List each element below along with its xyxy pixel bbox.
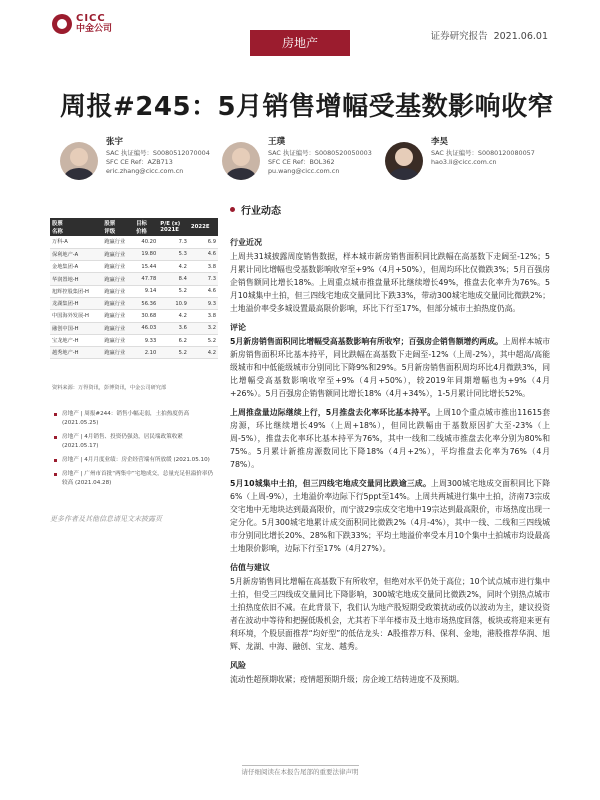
table-row — [50, 273, 218, 285]
table-row — [50, 322, 218, 334]
col-header: P/E (x) 2021E — [158, 218, 189, 236]
related-report-item[interactable]: 房地产 | 广州市首批“两集中”宅地成交，总量充足但溢价率仍较高 (2021.04.28) — [52, 470, 218, 488]
table-cell: 7.3 — [158, 236, 189, 248]
sector-badge: 房地产 — [250, 30, 350, 56]
table-cell: 9.14 — [134, 285, 158, 297]
table-cell: 7.3 — [189, 273, 218, 285]
table-row — [50, 285, 218, 297]
table-cell: 保利地产-A — [50, 248, 102, 260]
paragraph — [230, 477, 550, 555]
analyst-sfc: SFC CE Ref：BOL362 — [268, 158, 335, 166]
table-cell: 56.36 — [134, 297, 158, 309]
page-title: 周报#245：5月销售增幅受基数影响收窄 — [60, 92, 555, 122]
analyst-email[interactable]: pu.wang@cicc.com.cn — [268, 167, 340, 175]
col-header: 目标 价格 — [134, 218, 158, 236]
table-cell: 6.2 — [158, 334, 189, 346]
analyst-email[interactable]: eric.zhang@cicc.com.cn — [106, 167, 184, 175]
table-cell: 跑赢行业 — [102, 322, 134, 334]
related-report-item[interactable]: 房地产 | 4月销售、投资仍强劲，居民端政策收紧 (2021.05.17) — [52, 433, 218, 451]
table-cell: 跑赢行业 — [102, 310, 134, 322]
section-subtitle: 风险 — [230, 661, 246, 670]
table-cell: 融创中国-H — [50, 322, 102, 334]
legal-footer — [0, 767, 600, 776]
table-cell: 46.03 — [134, 322, 158, 334]
paragraph-text: 上周样本城市新房销售面积环比基本持平，同比跌幅在高基数下走阔至-12%（上周-2%），其中超高/高能级城市和中低能级城市分别同比下降9%和29%。5月新房销售面积周均环比4月微跌3%，同比增幅受高基数影响收窄至+9%（4月+50%），较2019年同期增幅也为+9%（4月+26%）。5月百强房企销售额同比增长18%（4月+34%），1-5月累计同比增长52%。 — [230, 337, 551, 398]
table-cell: 15.44 — [134, 261, 158, 273]
table-row — [50, 347, 218, 359]
paragraph — [230, 673, 550, 686]
report-type-label: 证券研究报告 — [430, 31, 488, 42]
paragraph-text: 上周10个重点城市推出11615套房源，环比继续增长49%（上周+18%），但同比跌幅由于基数原因扩大至-23%（上周-5%），推盘去化率环比基本持平为76%，其中一线和二线城市推盘去化率分别为80%和75%。5月累计新推房源数同比下降18%（4月+2%），平均推盘去化率为76%（4月78%）。 — [230, 408, 550, 469]
paragraph-lead: 5月新房销售面积同比增幅受高基数影响有所收窄；百强房企销售额增约两成。 — [230, 337, 503, 346]
paragraph — [230, 575, 550, 653]
table-cell: 3.6 — [158, 322, 189, 334]
table-cell: 5.2 — [158, 285, 189, 297]
analyst-card — [385, 138, 535, 180]
table-cell: 4.2 — [158, 310, 189, 322]
table-row — [50, 261, 218, 273]
table-cell: 万科-A — [50, 236, 102, 248]
related-reports-list — [52, 410, 218, 493]
section-subtitle: 评论 — [230, 323, 246, 332]
paragraph — [230, 335, 550, 400]
report-type — [425, 28, 548, 42]
table-cell: 19.80 — [134, 248, 158, 260]
table-cell: 跑赢行业 — [102, 334, 134, 346]
table-header-row — [50, 218, 218, 236]
section-subtitle: 估值与建议 — [230, 563, 270, 572]
table-cell: 跑赢行业 — [102, 236, 134, 248]
analyst-sfc: SFC CE Ref：AZB713 — [106, 158, 173, 166]
table-cell: 5.3 — [158, 248, 189, 260]
analyst-name: 李昊 — [431, 137, 449, 147]
table-cell: 5.2 — [158, 347, 189, 359]
table-cell: 越秀地产-H — [50, 347, 102, 359]
table-cell: 10.9 — [158, 297, 189, 309]
col-header: 股票 名称 — [50, 218, 102, 236]
table-cell: 40.20 — [134, 236, 158, 248]
table-cell: 3.8 — [189, 310, 218, 322]
related-report-item[interactable]: 房地产 | 4月月度业绩：房企经营端有所放缓 (2021.05.10) — [52, 456, 218, 465]
analyst-sac: SAC 执证编号：S0080520050003 — [268, 149, 372, 157]
logo-en: CICC — [76, 13, 106, 24]
table-cell: 8.4 — [158, 273, 189, 285]
table-cell: 跑赢行业 — [102, 273, 134, 285]
table-cell: 4.6 — [189, 248, 218, 260]
paragraph-text: 上周300城宅地成交面积同比下降6%（上周-9%），土地溢价率边际下行5ppt至14%。上周共两城进行集中土拍，济南73宗成交宅地中无地块达到最高限价，而宁波29宗成交宅地中19宗达到最高限价，市场热度出现一定分化。5月300城宅地累计成交面积同比微跌2%（4月-4%），其中一线、二线和三四线城市分别同比增长20%、28%和下跌33%；平均土地溢价率受本月10个集中土拍城市均设最高土地限价影响，边际下行至17%（4月27%）。 — [230, 479, 550, 553]
col-header: 2022E — [189, 218, 218, 236]
avatar — [60, 142, 98, 180]
analyst-sac: SAC 执证编号：S0080512070004 — [106, 149, 210, 157]
table-cell: 47.78 — [134, 273, 158, 285]
table-row — [50, 236, 218, 248]
table-cell: 华润置地-H — [50, 273, 102, 285]
paragraph-text: 5月新房销售同比增幅在高基数下有所收窄，但绝对水平仍处于高位；10个试点城市进行集中土拍，但受三四线成交量同比下降影响，300城宅地成交量同比微跌2%，同时个别热点城市土拍热度依旧不减。在此背景下，我们认为地产股短期受政策扰动或仍以波动为主，建议投资者在波动中等待和把握低吸机会，尤其若下半年楼市及土地市场热度回落，板块或将迎来更有利环境，个股层面推荐“均好型”的低估龙头：A股推荐万科、保利、金地，港股推荐华润、旭辉、龙湖、中海、融创、宝龙、越秀。 — [230, 577, 550, 651]
table-row — [50, 310, 218, 322]
table-cell: 4.2 — [189, 347, 218, 359]
table-cell: 4.2 — [158, 261, 189, 273]
table-cell: 跑赢行业 — [102, 248, 134, 260]
cicc-logo-icon — [52, 14, 72, 34]
paragraph — [230, 250, 550, 315]
paragraph — [230, 406, 550, 471]
table-cell: 跑赢行业 — [102, 297, 134, 309]
table-cell: 旭辉控股集团-H — [50, 285, 102, 297]
table-cell: 9.3 — [189, 297, 218, 309]
legal-footer-text: 请仔细阅读在本报告尾部的重要法律声明 — [242, 765, 359, 776]
section-subtitle: 行业近况 — [230, 238, 262, 247]
more-info-link[interactable]: 更多作者及其他信息请见文末披露页 — [50, 515, 162, 523]
table-cell: 中国海外发展-H — [50, 310, 102, 322]
table-cell: 6.9 — [189, 236, 218, 248]
analyst-name: 张宇 — [106, 137, 124, 147]
table-cell: 龙湖集团-H — [50, 297, 102, 309]
table-cell: 跑赢行业 — [102, 261, 134, 273]
table-row — [50, 248, 218, 260]
paragraph-text: 流动性超预期收紧；疫情超预期升级；房企竣工结转进度不及预期。 — [230, 675, 464, 684]
paragraph-lead: 上周推盘量边际继续上行，5月推盘去化率环比基本持平。 — [230, 408, 436, 417]
analyst-card — [60, 138, 210, 180]
paragraph-text: 上周共31城披露周度销售数据，样本城市新房销售面积同比跌幅在高基数下走阔至-12%；5月累计同比增幅也受基数影响收窄至+9%（4月+50%），但周均环比仅微跌3%；5月百强房企销售额同比增长18%。上周重点城市推盘量环比继续增长49%，推盘去化率升为76%。5月10城集中土拍，但三四线宅地成交量同比下跌33%，带动300城宅地成交量同比微跌2%；土地溢价率受多城设置最高限价影响，环比下行至17%，但部分城市土拍热度仍高。 — [230, 252, 550, 313]
table-cell: 2.10 — [134, 347, 158, 359]
avatar — [222, 142, 260, 180]
col-header: 股票 评级 — [102, 218, 134, 236]
analyst-email[interactable]: hao3.li@cicc.com.cn — [431, 158, 497, 166]
source-note: 资料来源：万得资讯，彭博资讯，中金公司研究部 — [52, 385, 167, 391]
report-date: 2021.06.01 — [493, 31, 548, 42]
stock-rating-table — [50, 218, 218, 359]
logo-cn: 中金公司 — [76, 24, 113, 34]
related-report-item[interactable]: 房地产 | 周报#244：销售小幅走弱，土拍热度仍高 (2021.05.25) — [52, 410, 218, 428]
table-row — [50, 334, 218, 346]
analyst-sac: SAC 执证编号：S0080120080057 — [431, 149, 535, 157]
report-body — [230, 230, 550, 692]
table-cell: 金地集团-A — [50, 261, 102, 273]
analyst-card — [222, 138, 372, 180]
table-cell: 4.6 — [189, 285, 218, 297]
table-cell: 宝龙地产-H — [50, 334, 102, 346]
paragraph-lead: 5月10城集中土拍，但三四线宅地成交量同比跌逾三成。 — [230, 479, 431, 488]
table-cell: 3.8 — [189, 261, 218, 273]
cicc-logo — [52, 14, 112, 34]
table-row — [50, 297, 218, 309]
table-cell: 3.2 — [189, 322, 218, 334]
table-cell: 9.33 — [134, 334, 158, 346]
section-heading: 行业动态 — [230, 202, 281, 217]
table-cell: 跑赢行业 — [102, 285, 134, 297]
avatar — [385, 142, 423, 180]
analyst-name: 王璞 — [268, 137, 286, 147]
table-cell: 5.2 — [189, 334, 218, 346]
table-cell: 跑赢行业 — [102, 347, 134, 359]
table-cell: 30.68 — [134, 310, 158, 322]
